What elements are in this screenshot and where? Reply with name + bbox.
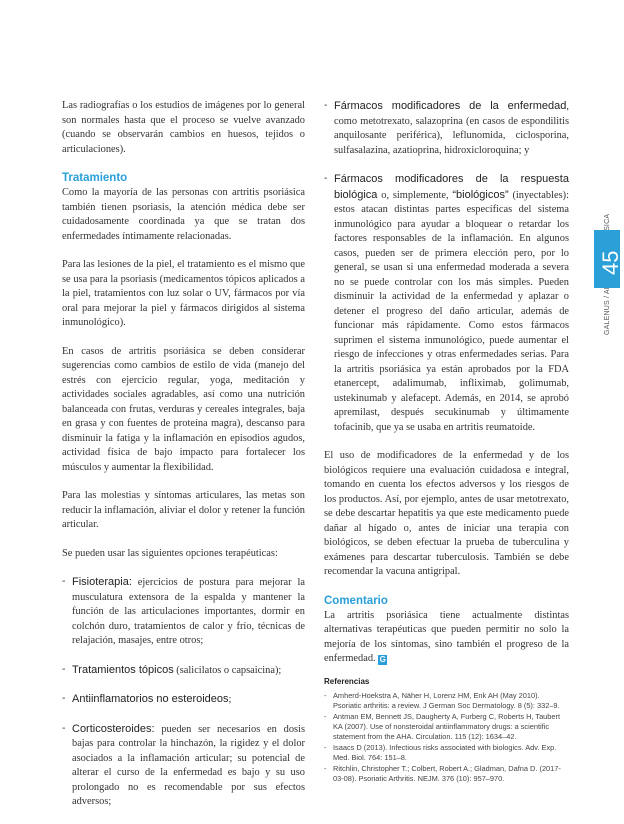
- heading-comentario: Comentario: [324, 594, 388, 607]
- list-dash: -: [62, 663, 66, 675]
- list-item: [62, 663, 305, 679]
- paragraph-opciones: Se pueden usar las siguientes opciones terapéuticas:: [62, 547, 278, 559]
- option-term-secondary: “biológicos”: [452, 188, 509, 201]
- paragraph-evaluacion: El uso de modificadores de la enfermedad y de los biológicos requiere una evaluación cuidadosa e integral, tomando en cuenta los efectos adversos y los riesgos de los productos. Así, por ejemplo, antes de usar metotrexato, se debe descartar hepatitis ya que este medicamento puede dañar al hígado o, antes de iniciar una terapia con biológicos, se deben efectuar la prueba de tuberculina y exámenes para descartar tuberculosis. También se debe recomendar la vacuna antigripal.: [324, 450, 569, 577]
- reference-text: Isaacs D (2013). Infectious risks associated with biologics. Adv. Exp. Med. Biol. 764: 151–8.: [333, 743, 557, 762]
- option-text: , como metotrexato, salazoprina (en casos de espondilitis anquilosante periférica), leflunomida, ciclosporina, sulfasalazina, azatioprina, hidroxicloroquina; y: [334, 101, 569, 156]
- therapy-options-list: [62, 575, 305, 810]
- option-term: Corticosteroides:: [72, 722, 155, 735]
- reference-text: Amherd-Hoekstra A, Näher H, Lorenz HM, Enk AH (May 2010). Psoriatic arthritis: a review. J German Soc Dermatology. 8 (5): 332–9.: [333, 691, 560, 710]
- option-text: pueden ser necesarios en dosis bajas para controlar la hinchazón, la rigidez y el dolor asociados a la inflamación articular; su potencial de alterar el curso de la enfermedad es bajo y su uso prolongado no es recomendable por sus efectos adversos;: [72, 723, 305, 807]
- reference-dash: -: [324, 743, 327, 752]
- left-column: [62, 99, 305, 824]
- list-item: [62, 575, 305, 649]
- option-text: ejercicios de postura para mejorar la musculatura extensora de la espalda y mantener la función de las articulaciones importantes, dormir en colchón duro, tratamientos de calor y frío, técnicas de relajación, masajes, entre otros;: [72, 577, 305, 646]
- page-number-text: 45: [598, 250, 623, 275]
- paragraph-lesiones-piel: Para las lesiones de la piel, el tratamiento es el mismo que se usa para la psoriasis (medicamentos tópicos aplicados a la piel, tratamientos con luz solar o UV, fármacos por vía oral para mejorar la piel y fármacos dirigidos al sistema inmunológico).: [62, 259, 305, 328]
- list-item: [324, 172, 569, 435]
- option-term: Antiinflamatorios no esteroideos: [72, 693, 229, 705]
- heading-tratamiento: Tratamiento: [62, 172, 128, 184]
- option-term: Fármacos modificadores de la respuesta biológica: [334, 173, 569, 201]
- reference-item: [324, 743, 569, 763]
- reference-item: [324, 764, 569, 784]
- list-dash: -: [62, 576, 66, 587]
- reference-dash: -: [324, 712, 327, 721]
- option-text: (salicilatos o capsaicina);: [173, 664, 282, 676]
- reference-item: [324, 712, 569, 742]
- reference-dash: -: [324, 691, 327, 700]
- list-dash: -: [62, 693, 66, 704]
- therapy-options-list-continued: [324, 99, 569, 435]
- paragraph-radiografias: Las radiografías o los estudios de imágenes por lo general son normales hasta que el proceso se vuelve avanzado (cuando se observarán cambios en huesos, tejidos o articulaciones).: [62, 100, 305, 155]
- option-text: (inyectables): estos atacan distintas partes específicas del sistema inmunológico para ayudar a bloquear o retardar los factores responsables de la inflamación. En algunos casos, pueden ser de primera elección pero, por lo general, se usan si una enfermedad moderada a severa no se puede controlar con los más simples. Pueden disminuir la actividad de la enfermedad y aplazar o detener el progreso del daño articular, además de funcionar más rápidamente. Como estos fármacos suprimen el sistema inmunológico, puede aumentar el riesgo de infecciones y otras enfermedades serias. Para la artritis psoriásica ya están aprobados por la FDA etanercept, adalimumab, infliximab, golimumab, ustekinumab y alefacept. Además, en 2014, se aprobó apremilast, después secukinumab y últimamente tofacinib, que ya se usaba en artritis reumatoide.: [334, 189, 569, 433]
- option-term: Fisioterapia:: [72, 576, 132, 588]
- paragraph-molestias: Para las molestias y síntomas articulares, las metas son reducir la inflamación, aliviar el dolor y retener la función articular.: [62, 490, 305, 530]
- option-text-mid: o, simplemente,: [377, 189, 453, 201]
- reference-text: Antman EM, Bennett JS, Daugherty A, Furberg C, Roberts H, Taubert KA (2007). Use of nonsteroidal antiinflammatory drugs: a scientific statement from the AHA. Circulation. 115 (12): 1634–42.: [333, 712, 561, 741]
- list-item: [62, 722, 305, 810]
- references-title: Referencias: [324, 676, 370, 686]
- option-term: Fármacos modificadores de la enfermedad: [334, 100, 567, 112]
- end-of-article-logo: G: [379, 655, 386, 664]
- page-number: [594, 230, 623, 288]
- list-dash: -: [324, 100, 328, 111]
- comentario-text: La artritis psoriásica tiene actualmente distintas alternativas terapéuticas que pueden permitir no solo la mejoría de los síntomas, sino también el progreso de la enfermedad.: [324, 609, 569, 664]
- option-term: Tratamientos tópicos: [72, 663, 174, 676]
- reference-dash: -: [324, 764, 327, 773]
- paragraph-comentario: [324, 609, 569, 667]
- page-number-tab: [594, 230, 623, 288]
- paragraph-tratamiento-intro: Como la mayoría de las personas con artritis psoriásica también tienen psoriasis, la atención médica debe ser cuidadosamente coordinada ya que se tratan dos enfermedades íntimamente relacionadas.: [62, 187, 305, 242]
- list-dash: -: [62, 722, 66, 734]
- right-column: [324, 99, 569, 785]
- list-item: [324, 99, 569, 158]
- option-text: ;: [228, 694, 232, 705]
- list-dash: -: [324, 173, 328, 184]
- list-item: [62, 692, 305, 708]
- reference-text: Ritchlin, Christopher T.; Colbert, Robert A.; Gladman, Dafna D. (2017-03-08). Psoriatic Arthritis. NEJM. 376 (10): 957–970.: [333, 764, 561, 783]
- reference-item: [324, 691, 569, 711]
- references-list: [324, 691, 569, 784]
- paragraph-estilo-vida: En casos de artritis psoriásica se deben considerar sugerencias como cambios de estilo de vida (manejo del estrés con ejercicio regular, yoga, meditación y actividades sociales agradables, así como una nutrición balanceada con frutas, verduras y cereales integrales, baja en grasa y con fuentes de proteína magra), descanso para disminuir la fatiga y la inflamación en episodios agudos, actividad física de bajo impacto para fortalecer los músculos y aumentar la flexibilidad.: [62, 345, 305, 473]
